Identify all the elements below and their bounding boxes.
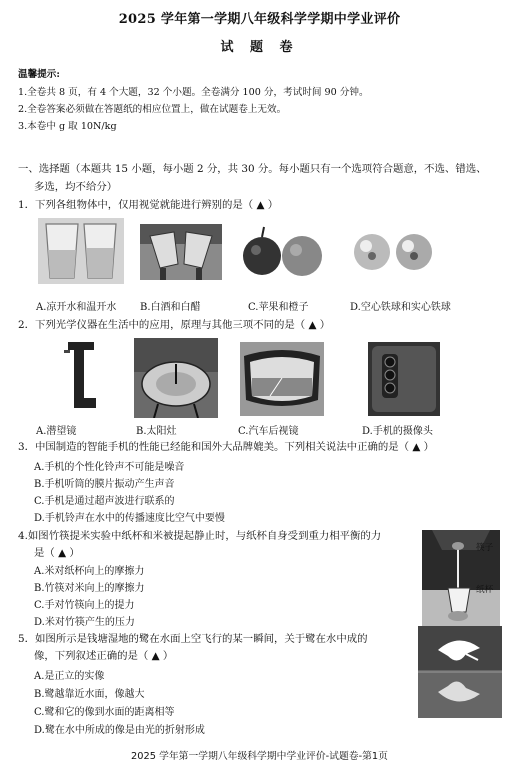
solar-cooker-image: [134, 338, 218, 418]
q5-option-d: D.鹭在水中所成的像是由光的折射形成: [34, 725, 205, 736]
q3-option-c: C.手机是通过超声波进行联系的: [34, 496, 175, 507]
q2-option-b: B.太阳灶: [136, 426, 177, 437]
q5-option-c: C.鹭和它的像到水面的距离相等: [34, 707, 175, 718]
q3-stem: 3．中国制造的智能手机的性能已经能和国外大品牌媲美。下列相关说法中正确的是（ ▲ ）: [18, 441, 435, 453]
q2-option-d: D.手机的摄像头: [362, 426, 433, 437]
q1-option-b: B.白酒和白醋: [140, 302, 201, 313]
periscope-image: [58, 338, 102, 416]
notice-line-2: 2.全卷答案必须做在答题纸的相应位置上，做在试题卷上无效。: [18, 104, 287, 115]
q4-option-a: A.米对纸杯向上的摩擦力: [34, 566, 145, 577]
q4-stem-cont: 是（ ▲ ）: [34, 547, 80, 559]
q5-stem: 5．如图所示是钱塘湿地的鹭在水面上空飞行的某一瞬间，关于鹭在水中成的: [18, 633, 368, 645]
notice-line-1: 1.全卷共 8 页，有 4 个大题，32 个小题。全卷满分 100 分，考试时间 90 分钟。: [18, 87, 369, 98]
q5-stem-cont: 像，下列叙述正确的是（ ▲ ）: [34, 650, 174, 662]
apple-and-orange-image: [240, 222, 326, 284]
q4-stem: 4.如图竹筷提米实验中纸杯和米被提起静止时，与纸杯自身受到重力相平衡的力: [18, 530, 382, 542]
q4-option-b: B.竹筷对米向上的摩擦力: [34, 583, 145, 594]
glasses-of-water-image: [38, 218, 124, 284]
q5-option-a: A.是正立的实像: [34, 671, 105, 682]
q3-option-a: A.手机的个性化铃声不可能是噪音: [34, 462, 185, 473]
exam-subtitle: 试 题 卷: [220, 40, 299, 55]
q3-option-b: B.手机听筒的膜片振动产生声音: [34, 479, 175, 490]
section-1-heading-cont: 多选，均不给分）: [34, 181, 118, 193]
phone-camera-image: [368, 342, 440, 416]
q3-option-d: D.手机铃声在水中的传播速度比空气中要慢: [34, 513, 225, 524]
chopsticks-label: 筷子: [476, 543, 494, 553]
egret-reflection-image: [418, 626, 502, 718]
q1-option-c: C.苹果和橙子: [248, 302, 309, 313]
notice-heading: 温馨提示:: [18, 69, 60, 80]
exam-title: 2025 学年第一学期八年级科学学期中学业评价: [118, 12, 401, 27]
two-glasses-toast-image: [140, 224, 222, 280]
q2-stem: 2．下列光学仪器在生活中的应用，原理与其他三项不同的是（ ▲ ）: [18, 319, 331, 331]
notice-line-3: 3.本卷中 g 取 10N/kg: [18, 121, 117, 132]
q1-option-d: D.空心铁球和实心铁球: [350, 302, 451, 313]
q4-option-c: C.手对竹筷向上的提力: [34, 600, 135, 611]
iron-balls-image: [350, 222, 440, 284]
q5-option-b: B.鹭越靠近水面，像越大: [34, 689, 145, 700]
page-footer: 2025 学年第一学期八年级科学期中学业评价-试题卷-第1页: [131, 751, 388, 762]
q1-option-a: A.凉开水和温开水: [36, 302, 117, 313]
car-mirror-image: [240, 342, 324, 416]
q1-stem: 1．下列各组物体中，仅用视觉就能进行辨别的是（ ▲ ）: [18, 199, 279, 211]
q2-option-c: C.汽车后视镜: [238, 426, 299, 437]
q4-option-d: D.米对竹筷产生的压力: [34, 617, 135, 628]
cup-label: 纸杯: [476, 585, 494, 595]
section-1-heading: 一、选择题（本题共 15 小题，每小题 2 分，共 30 分。每小题只有一个选项符合题意，不选、错选、: [18, 163, 487, 175]
q2-option-a: A.潜望镜: [36, 426, 77, 437]
